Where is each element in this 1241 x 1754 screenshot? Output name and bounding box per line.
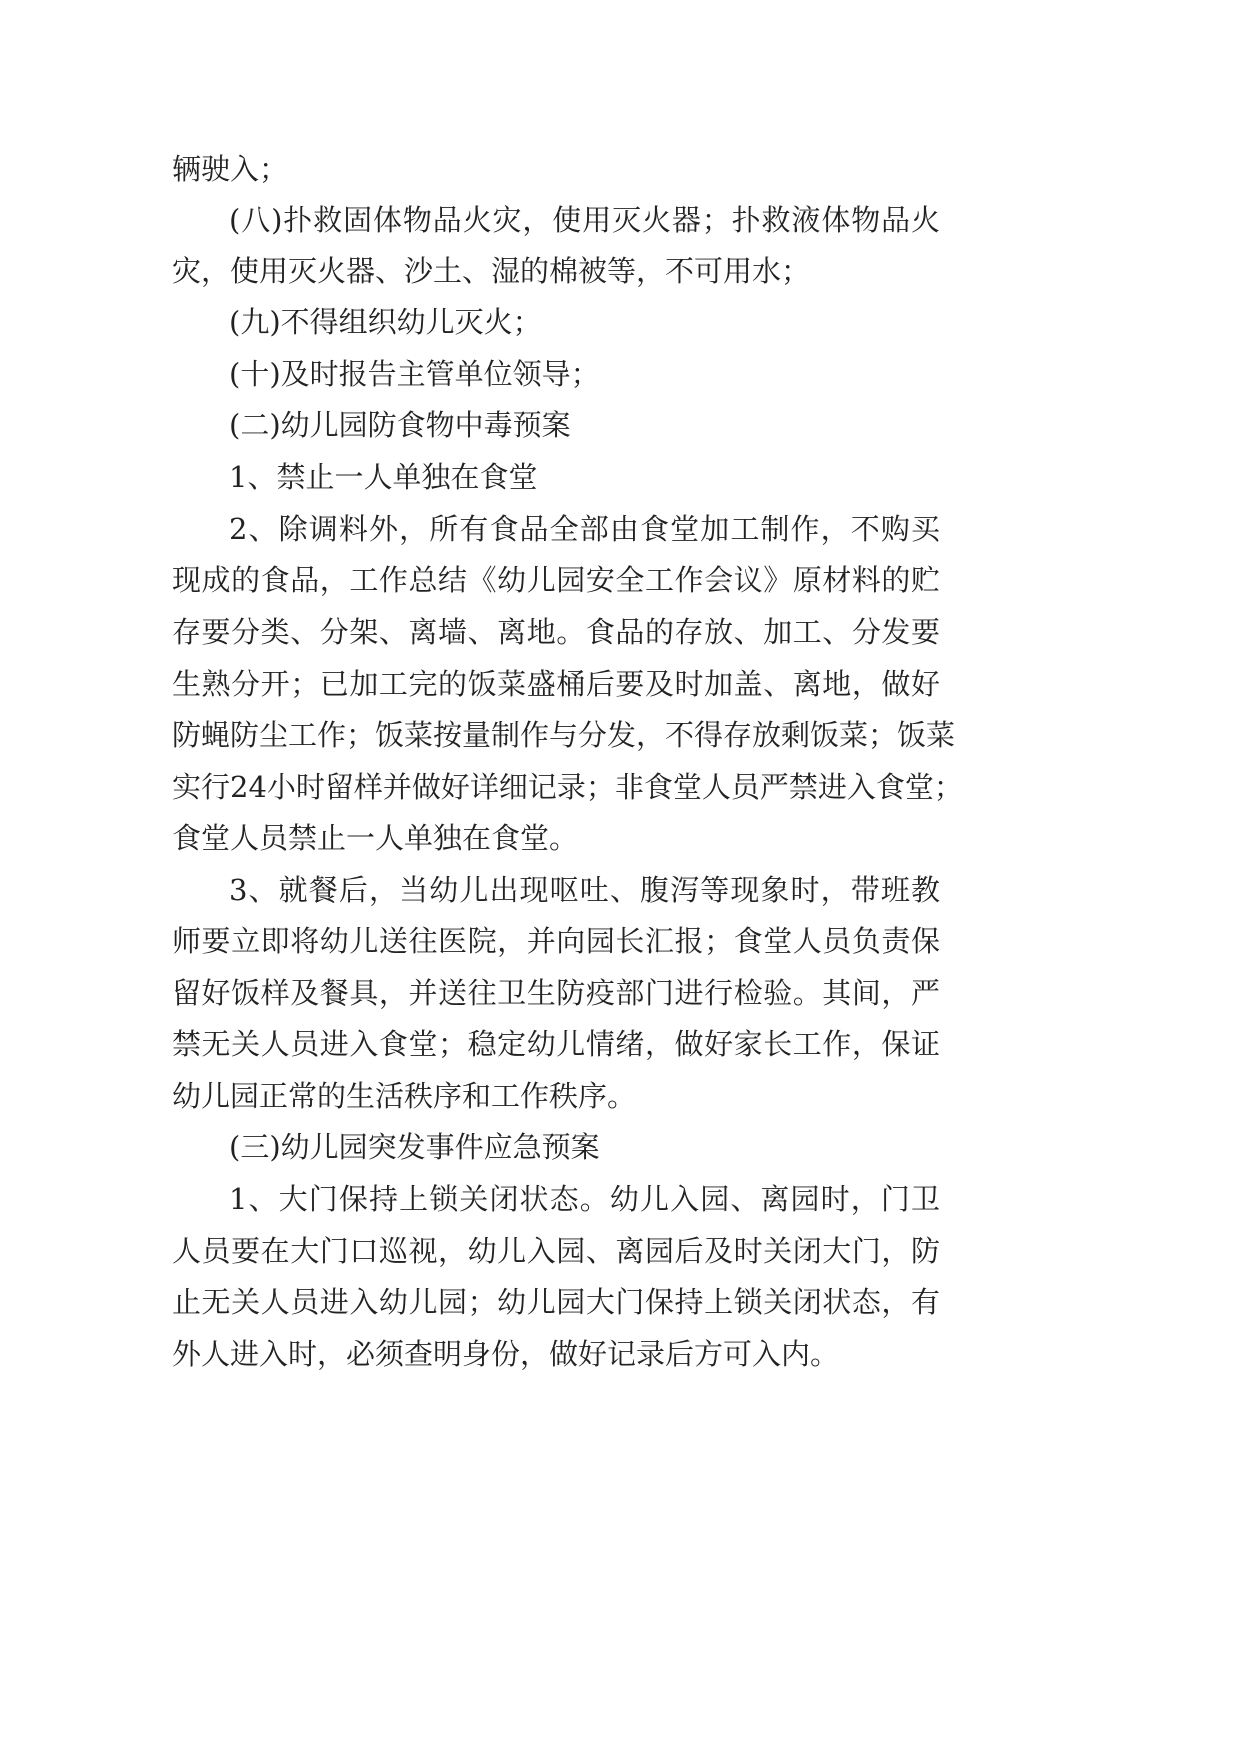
text-line: 1、大门保持上锁关闭状态。幼儿入园、离园时，门卫 bbox=[229, 1182, 940, 1216]
text-line: (八)扑救固体物品火灾，使用灭火器；扑救液体物品火 bbox=[229, 203, 940, 237]
section-heading: (二)幼儿园防食物中毒预案 bbox=[229, 408, 571, 442]
text-line: 实行24小时留样并做好详细记录；非食堂人员严禁进入食堂； bbox=[172, 770, 963, 804]
text-line: 灾，使用灭火器、沙土、湿的棉被等，不可用水； bbox=[172, 254, 811, 288]
text-line: 止无关人员进入幼儿园；幼儿园大门保持上锁关闭状态，有 bbox=[172, 1285, 940, 1319]
text-line: 人员要在大门口巡视，幼儿入园、离园后及时关闭大门，防 bbox=[172, 1234, 940, 1268]
section-heading: (三)幼儿园突发事件应急预案 bbox=[229, 1130, 600, 1164]
text-line: 留好饭样及餐具，并送往卫生防疫部门进行检验。其间，严 bbox=[172, 976, 940, 1010]
text-line: 现成的食品，工作总结《幼儿园安全工作会议》原材料的贮 bbox=[172, 563, 940, 597]
text-line: 外人进入时，必须查明身份，做好记录后方可入内。 bbox=[172, 1337, 840, 1371]
text-line: 辆驶入； bbox=[172, 152, 289, 186]
text-line: 幼儿园正常的生活秩序和工作秩序。 bbox=[172, 1079, 637, 1113]
text-line: 食堂人员禁止一人单独在食堂。 bbox=[172, 821, 579, 855]
text-line: (九)不得组织幼儿灭火； bbox=[229, 305, 542, 339]
text-line: 防蝇防尘工作；饭菜按量制作与分发，不得存放剩饭菜；饭菜 bbox=[172, 718, 956, 752]
text-line: 师要立即将幼儿送往医院，并向园长汇报；食堂人员负责保 bbox=[172, 924, 940, 958]
text-line: (十)及时报告主管单位领导； bbox=[229, 357, 600, 391]
text-line: 存要分类、分架、离墙、离地。食品的存放、加工、分发要 bbox=[172, 615, 940, 649]
text-line: 3、就餐后，当幼儿出现呕吐、腹泻等现象时，带班教 bbox=[229, 873, 940, 907]
text-line: 1、禁止一人单独在食堂 bbox=[229, 460, 538, 494]
text-line: 生熟分开；已加工完的饭菜盛桶后要及时加盖、离地，做好 bbox=[172, 667, 940, 701]
text-line: 禁无关人员进入食堂；稳定幼儿情绪，做好家长工作，保证 bbox=[172, 1027, 940, 1061]
text-line: 2、除调料外，所有食品全部由食堂加工制作，不购买 bbox=[229, 512, 940, 546]
